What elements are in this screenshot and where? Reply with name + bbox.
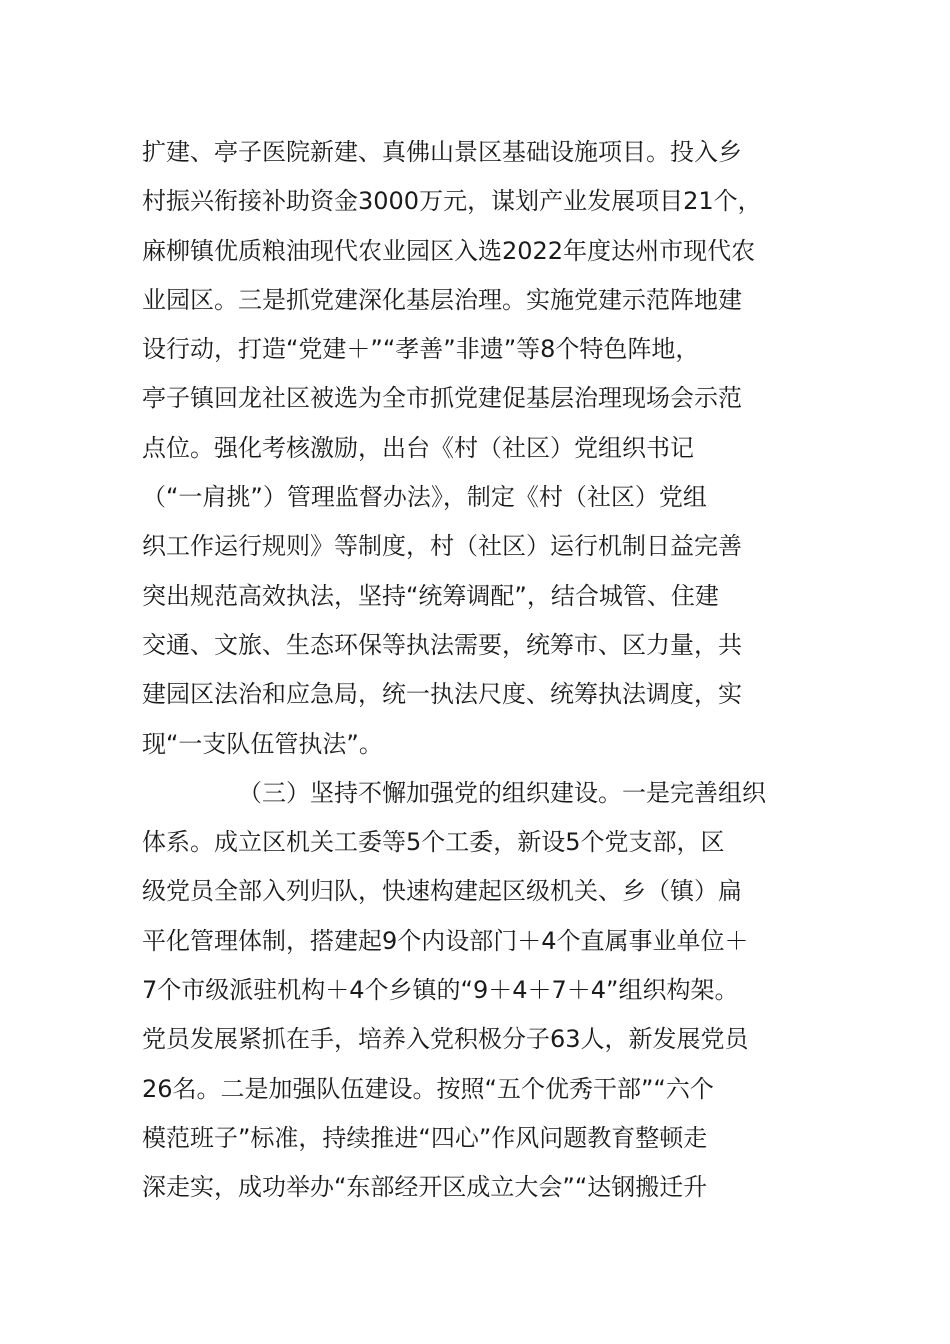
text-line: 亭子镇回龙社区被选为全市抓党建促基层治理现场会示范: [142, 384, 742, 413]
text-line: 7个市级派驻机构＋4个乡镇的“9＋4＋7＋4”组织构架。: [142, 976, 739, 1005]
text-line: 麻柳镇优质粮油现代农业园区入选2022年度达州市现代农: [142, 236, 756, 265]
text-line: 村振兴衔接补助资金3000万元，谋划产业发展项目21个，: [142, 187, 762, 216]
text-line: 建园区法治和应急局，统一执法尺度、统筹执法调度，实: [142, 680, 742, 709]
text-line: 模范班子”标准，持续推进“四心”作风问题教育整顿走: [142, 1123, 708, 1152]
text-line: 深走实，成功举办“东部经开区成立大会”“达钢搬迁升: [142, 1173, 708, 1202]
text-line: 现“一支队伍管执法”。: [142, 729, 383, 758]
text-line: 26名。二是加强队伍建设。按照“五个优秀干部”“六个: [142, 1074, 714, 1103]
section-heading-line: （三）坚持不懈加强党的组织建设。一是完善组织: [238, 778, 766, 807]
text-line: 扩建、亭子医院新建、真佛山景区基础设施项目。投入乡: [142, 138, 742, 166]
text-line: （“一肩挑”）管理监督办法》，制定《村（社区）党组: [142, 483, 707, 512]
text-line: 党员发展紧抓在手，培养入党积极分子63人，新发展党员: [142, 1025, 749, 1054]
text-line: 级党员全部入列归队，快速构建起区级机关、乡（镇）扁: [142, 877, 742, 906]
text-line: 设行动，打造“党建＋”“孝善”非遗”等8个特色阵地，: [142, 335, 700, 364]
body-text: [142, 128, 822, 1213]
text-line: 体系。成立区机关工委等5个工委，新设5个党支部，区: [142, 828, 725, 857]
text-line: 业园区。三是抓党建深化基层治理。实施党建示范阵地建: [142, 285, 742, 314]
text-line: 平化管理体制，搭建起9个内设部门＋4个直属事业单位＋: [142, 926, 749, 955]
text-line: 突出规范高效执法，坚持“统筹调配”，结合城管、住建: [142, 581, 719, 610]
text-line: 点位。强化考核激励，出台《村（社区）党组织书记: [142, 433, 694, 462]
text-line: 织工作运行规则》等制度，村（社区）运行机制日益完善: [142, 532, 742, 561]
text-line: 交通、文旅、生态环保等执法需要，统筹市、区力量，共: [142, 630, 742, 659]
